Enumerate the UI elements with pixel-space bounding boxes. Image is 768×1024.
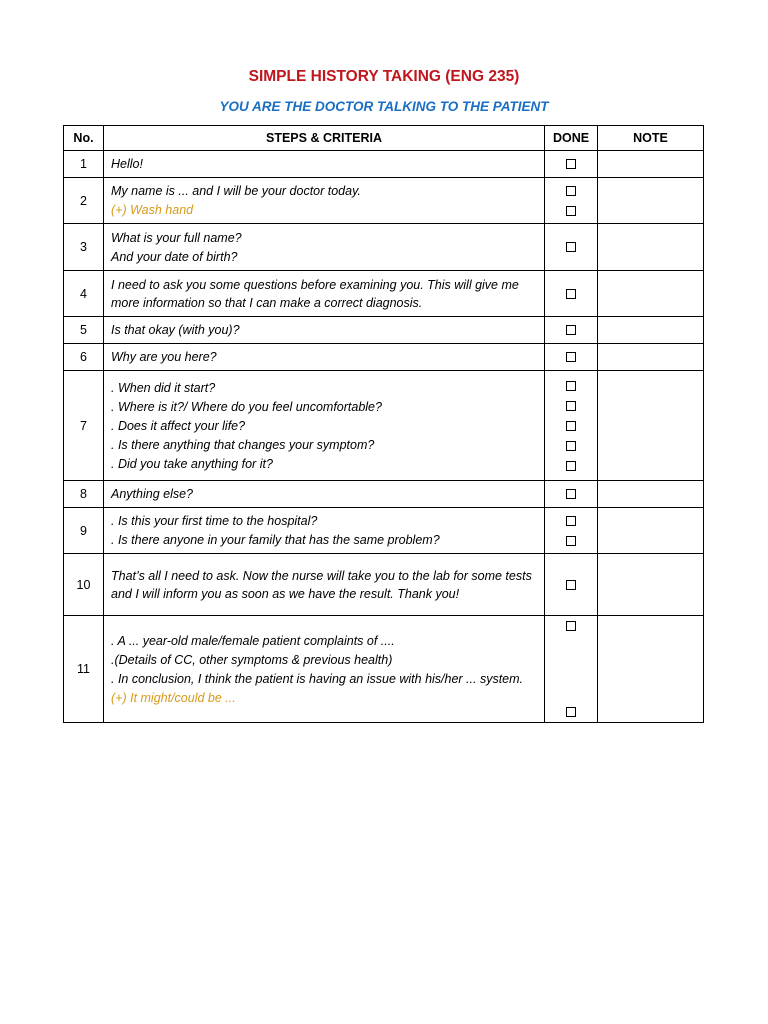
- criteria-line: I need to ask you some questions before examining you. This will give me more information so that I can make a correct diagnosis.: [111, 277, 519, 310]
- step-criteria: [104, 508, 545, 554]
- note-cell[interactable]: [598, 344, 704, 371]
- criteria-line: Anything else?: [111, 487, 194, 501]
- step-criteria: [104, 371, 545, 481]
- done-checkbox[interactable]: [566, 441, 576, 451]
- done-cell: [545, 554, 598, 616]
- note-cell[interactable]: [598, 178, 704, 224]
- history-taking-checklist: [63, 125, 704, 723]
- header-no: No.: [64, 126, 104, 151]
- done-checkbox[interactable]: [566, 159, 576, 169]
- checkbox-group: [545, 159, 597, 169]
- done-checkbox[interactable]: [566, 516, 576, 526]
- criteria-line: My name is ... and I will be your doctor today.: [111, 184, 361, 198]
- criteria-line: . A ... year-old male/female patient complaints of ....: [111, 633, 395, 648]
- checkbox-group: [545, 621, 597, 717]
- checklist-body: [64, 151, 704, 723]
- done-checkbox[interactable]: [566, 381, 576, 391]
- checkbox-group: [545, 381, 597, 471]
- header-steps-criteria: STEPS & CRITERIA: [104, 126, 545, 151]
- checkbox-group: [545, 352, 597, 362]
- checkbox-group: [545, 242, 597, 252]
- criteria-line: And your date of birth?: [111, 249, 238, 264]
- criteria-line: What is your full name?: [111, 230, 242, 245]
- table-row: [64, 616, 704, 723]
- note-cell[interactable]: [598, 371, 704, 481]
- step-criteria: [104, 344, 545, 371]
- step-criteria: [104, 178, 545, 224]
- done-checkbox[interactable]: [566, 289, 576, 299]
- done-checkbox[interactable]: [566, 206, 576, 216]
- criteria-line: . In conclusion, I think the patient is having an issue with his/her ... system.: [111, 671, 524, 686]
- done-checkbox[interactable]: [566, 461, 576, 471]
- step-number: 1: [64, 151, 104, 178]
- step-criteria: [104, 224, 545, 271]
- note-cell[interactable]: [598, 151, 704, 178]
- table-row: [64, 554, 704, 616]
- criteria-line: . Is there anyone in your family that has the same problem?: [111, 533, 440, 547]
- done-checkbox[interactable]: [566, 421, 576, 431]
- step-number: 5: [64, 317, 104, 344]
- done-checkbox[interactable]: [566, 707, 576, 717]
- criteria-line: . Is there anything that changes your symptom?: [111, 437, 375, 452]
- document-subtitle: YOU ARE THE DOCTOR TALKING TO THE PATIENT: [219, 99, 549, 114]
- note-cell[interactable]: [598, 554, 704, 616]
- done-checkbox[interactable]: [566, 580, 576, 590]
- done-checkbox[interactable]: [566, 242, 576, 252]
- table-row: [64, 481, 704, 508]
- done-checkbox[interactable]: [566, 325, 576, 335]
- criteria-line: . Is this your first time to the hospital?: [111, 514, 318, 528]
- header-note: NOTE: [598, 126, 704, 151]
- step-number: 6: [64, 344, 104, 371]
- step-number: 7: [64, 371, 104, 481]
- done-cell: [545, 508, 598, 554]
- done-cell: [545, 151, 598, 178]
- note-cell[interactable]: [598, 508, 704, 554]
- done-checkbox[interactable]: [566, 536, 576, 546]
- checkbox-group: [545, 186, 597, 216]
- table-row: [64, 271, 704, 317]
- step-number: 8: [64, 481, 104, 508]
- step-number: 4: [64, 271, 104, 317]
- step-criteria: [104, 481, 545, 508]
- criteria-line: . Where is it?/ Where do you feel uncomfortable?: [111, 399, 382, 414]
- done-cell: [545, 178, 598, 224]
- checkbox-group: [545, 516, 597, 546]
- done-cell: [545, 224, 598, 271]
- done-checkbox[interactable]: [566, 489, 576, 499]
- table-row: [64, 151, 704, 178]
- note-cell[interactable]: [598, 271, 704, 317]
- done-checkbox[interactable]: [566, 186, 576, 196]
- criteria-line: .(Details of CC, other symptoms & previous health): [111, 652, 393, 667]
- done-checkbox[interactable]: [566, 621, 576, 631]
- criteria-line: That’s all I need to ask. Now the nurse will take you to the lab for some tests and I will inform you as soon as we have the result. Thank you!: [111, 568, 532, 601]
- step-criteria: [104, 554, 545, 616]
- step-number: 2: [64, 178, 104, 224]
- table-row: [64, 371, 704, 481]
- step-criteria: [104, 271, 545, 317]
- done-cell: [545, 371, 598, 481]
- checkbox-group: [545, 489, 597, 499]
- document-title: SIMPLE HISTORY TAKING (ENG 235): [248, 68, 520, 85]
- table-row: [64, 224, 704, 271]
- step-number: 9: [64, 508, 104, 554]
- step-criteria: [104, 616, 545, 723]
- step-number: 11: [64, 616, 104, 723]
- criteria-line: . Did you take anything for it?: [111, 456, 273, 471]
- done-cell: [545, 344, 598, 371]
- checkbox-group: [545, 580, 597, 590]
- criteria-line: Is that okay (with you)?: [111, 323, 240, 337]
- header-done: DONE: [545, 126, 598, 151]
- step-number: 10: [64, 554, 104, 616]
- step-number: 3: [64, 224, 104, 271]
- criteria-line: Why are you here?: [111, 350, 217, 364]
- done-cell: [545, 616, 598, 723]
- table-header-row: [64, 126, 704, 151]
- note-cell[interactable]: [598, 317, 704, 344]
- done-checkbox[interactable]: [566, 352, 576, 362]
- criteria-line: . When did it start?: [111, 380, 216, 395]
- criteria-bonus-line: (+) Wash hand: [111, 203, 194, 217]
- note-cell[interactable]: [598, 224, 704, 271]
- table-row: [64, 178, 704, 224]
- table-row: [64, 508, 704, 554]
- step-criteria: [104, 317, 545, 344]
- note-cell[interactable]: [598, 616, 704, 723]
- done-checkbox[interactable]: [566, 401, 576, 411]
- table-row: [64, 344, 704, 371]
- done-cell: [545, 317, 598, 344]
- done-cell: [545, 481, 598, 508]
- table-row: [64, 317, 704, 344]
- criteria-bonus-line: (+) It might/could be ...: [111, 690, 236, 705]
- note-cell[interactable]: [598, 481, 704, 508]
- criteria-line: . Does it affect your life?: [111, 418, 246, 433]
- checkbox-group: [545, 289, 597, 299]
- criteria-line: Hello!: [111, 157, 143, 171]
- done-cell: [545, 271, 598, 317]
- checkbox-group: [545, 325, 597, 335]
- step-criteria: [104, 151, 545, 178]
